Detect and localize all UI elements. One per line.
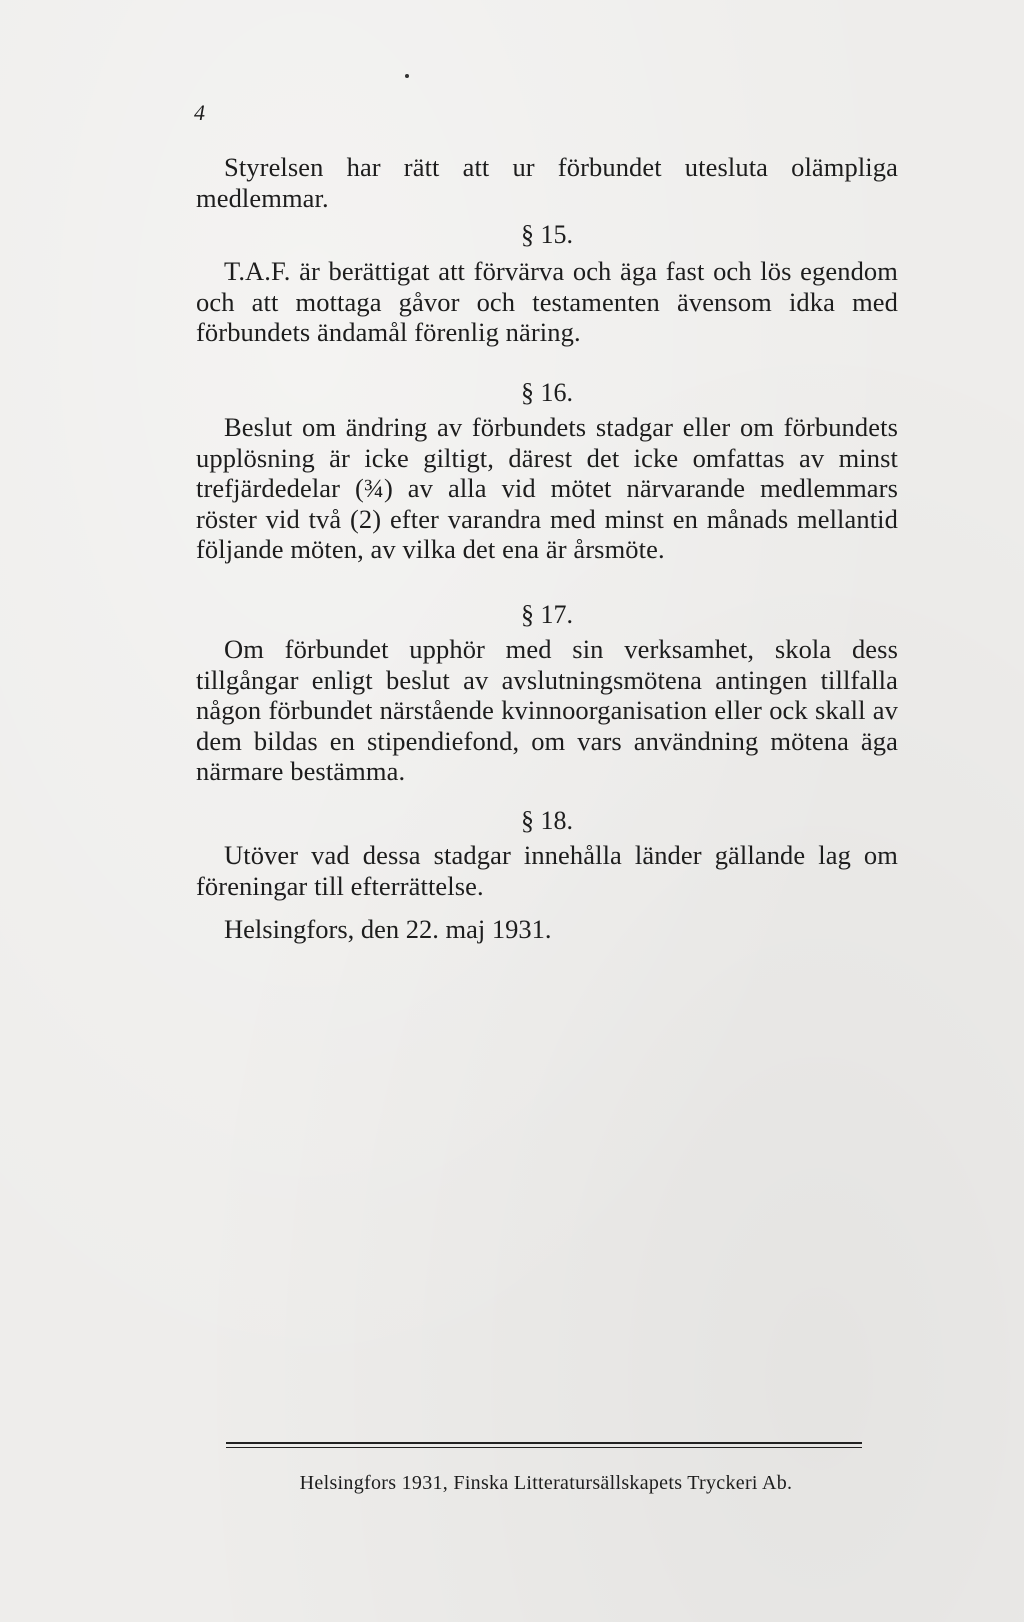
page-number: 4 [194,100,205,125]
section-15-text: T.A.F. är berättigat att förvärva och äga fast och lös egendom och att mottaga gåvor och testamenten ävensom idka med förbundets ändamål förenlig näring. [196,256,898,348]
place-date-line: Helsingfors, den 22. maj 1931. [224,914,552,944]
section-heading-16: § 16. [521,378,573,407]
section-heading-15: § 15. [521,220,573,249]
printer-imprint: Helsingfors 1931, Finska Litteratursällskapets Tryckeri Ab. [299,1472,793,1494]
section-18-text: Utöver vad dessa stadgar innehålla länder gällande lag om föreningar till efterrättelse. [196,840,898,901]
print-speck [405,74,409,78]
section-heading-18: § 18. [521,806,573,835]
section-16-text: Beslut om ändring av förbundets stadgar eller om förbundets upplösning är icke giltigt, därest det icke omfattas av minst trefjärdedelar (¾) av alla vid mötet närvarande medlemmars röster vid två (2) efter varandra med minst en månads mellantid följande möten, av vilka det ena är årsmöte. [196,412,898,565]
section-17-text: Om förbundet upphör med sin verksamhet, skola dess tillgångar enligt beslut av avslutningsmötena antingen tillfalla någon förbundet närstående kvinnoorganisation eller ock skall av dem bildas en stipendiefond, om vars användning mötena äga närmare bestämma. [196,634,898,787]
section-heading-17: § 17. [521,600,573,629]
footer-rule-bottom [226,1447,862,1448]
paragraph-expulsion: Styrelsen har rätt att ur förbundet utesluta olämpliga medlemmar. [196,152,898,213]
footer-rule-top [226,1442,862,1444]
